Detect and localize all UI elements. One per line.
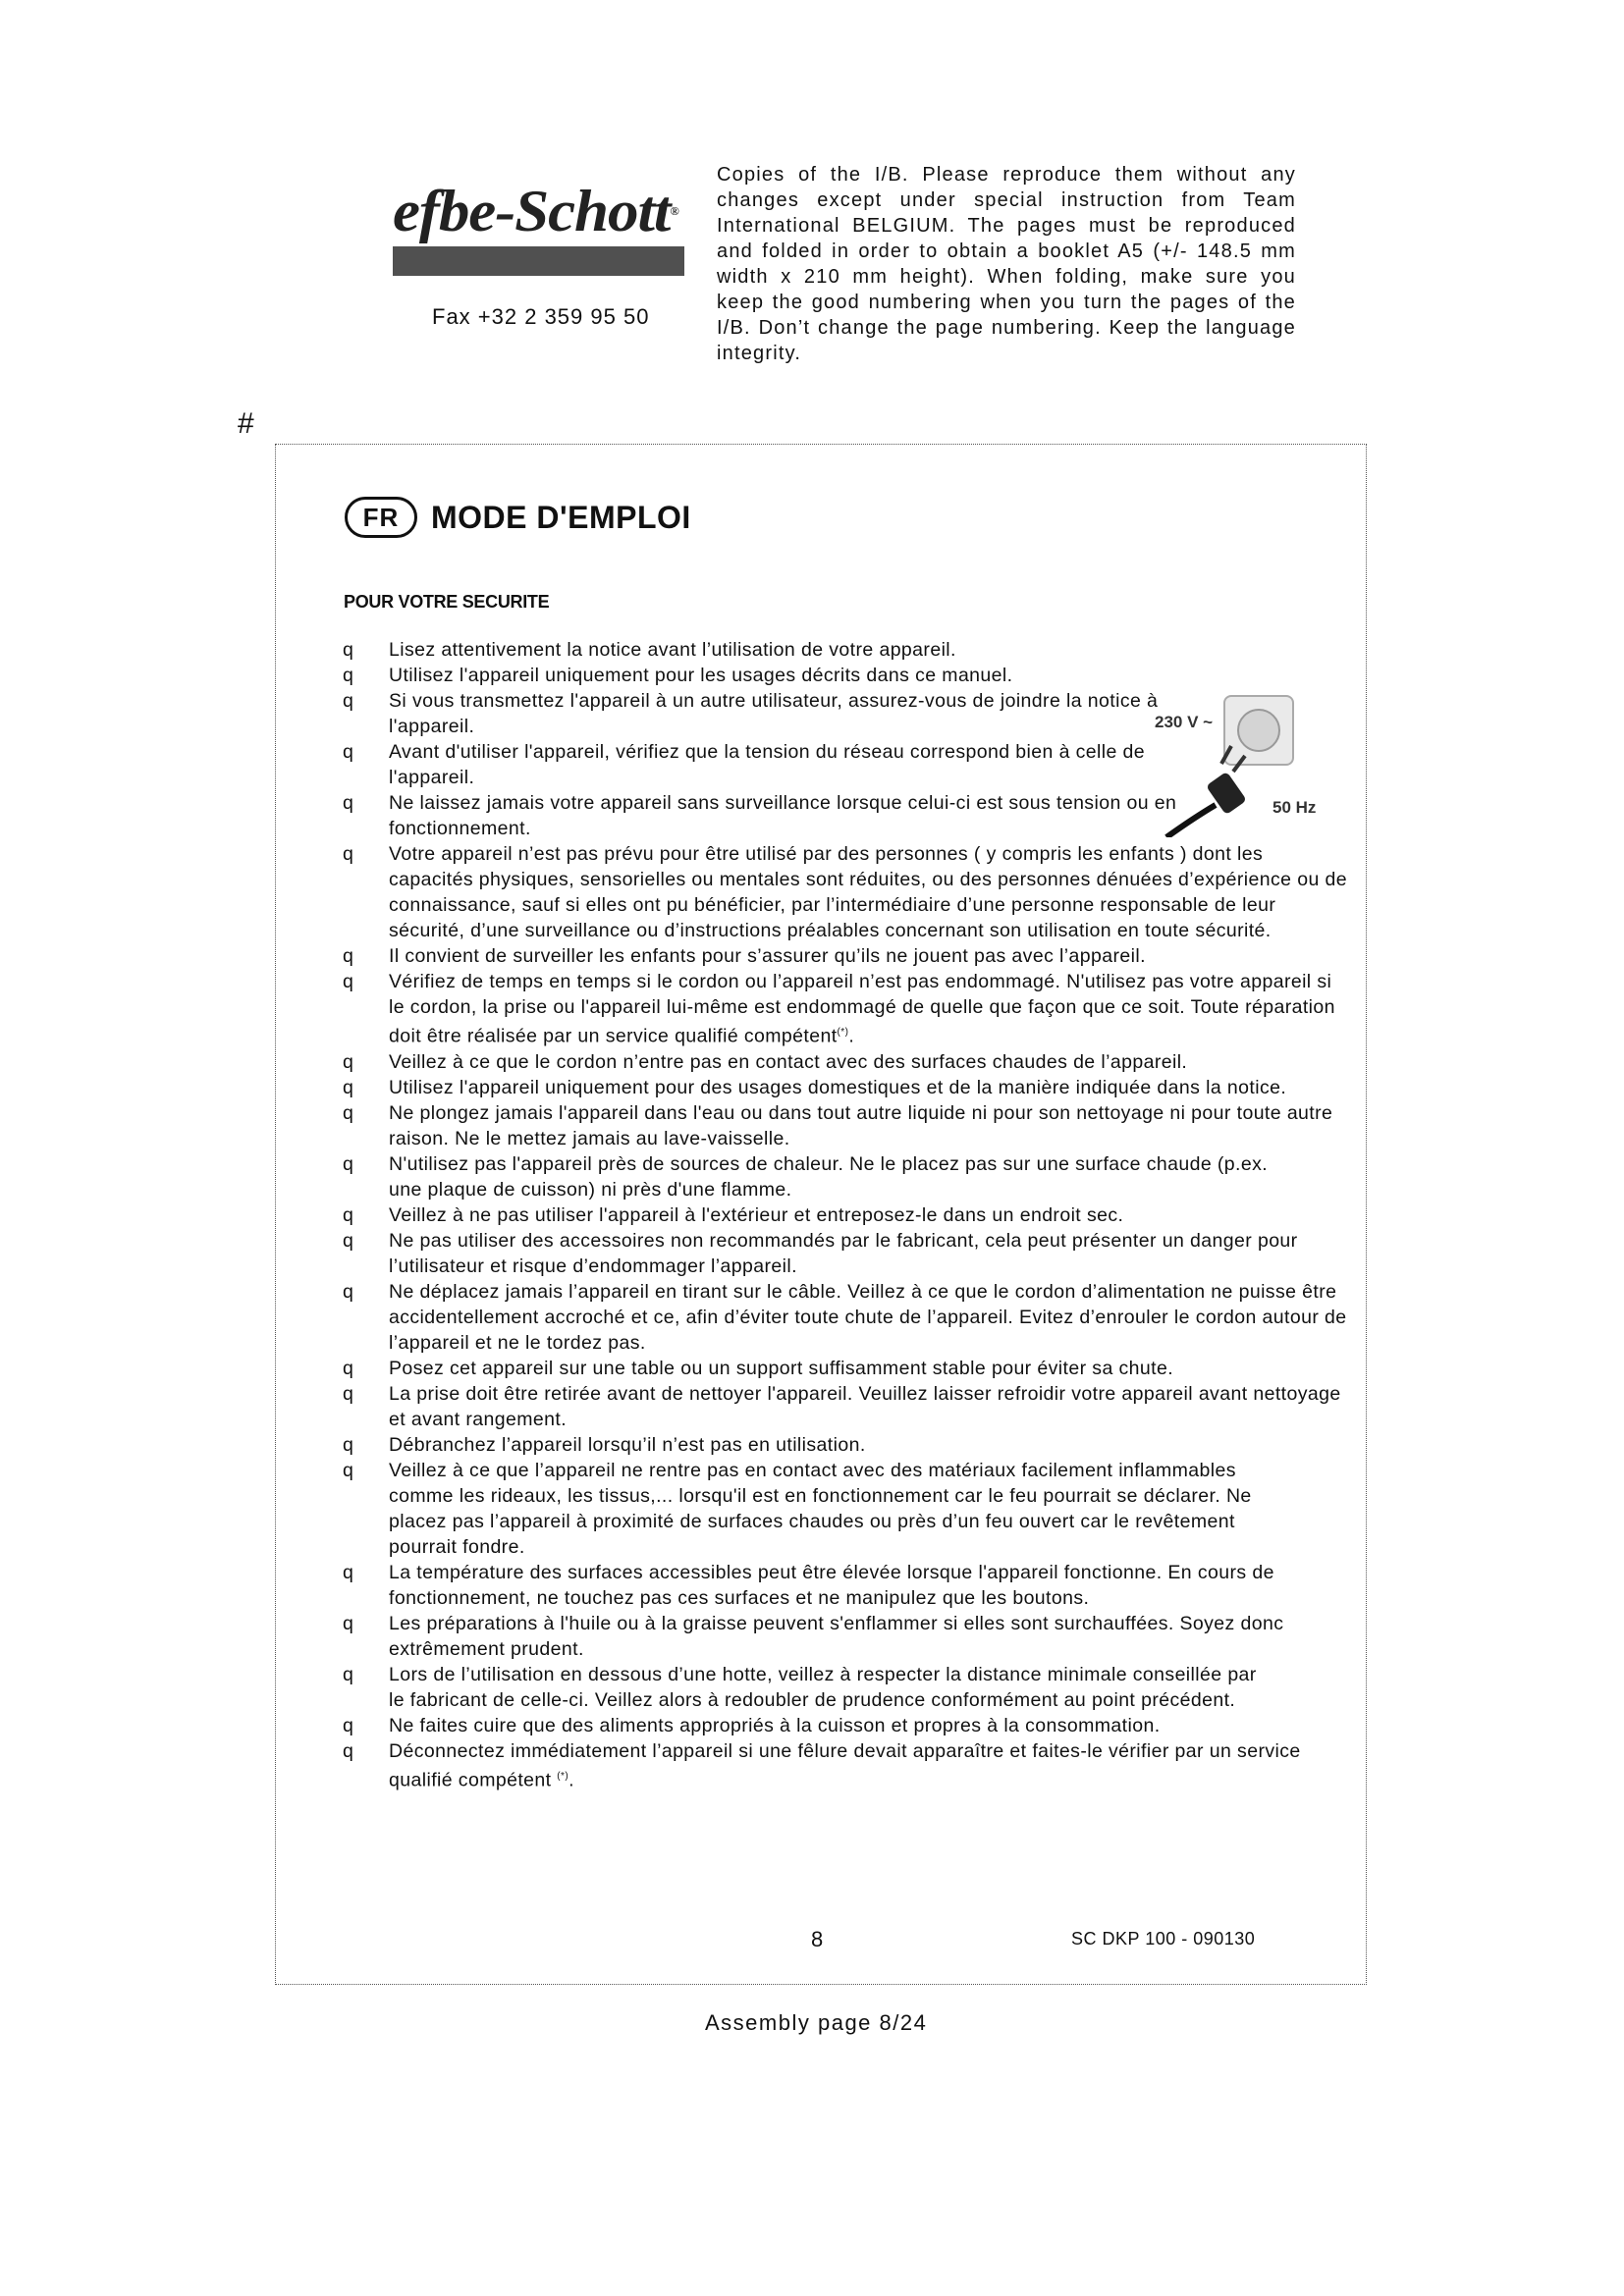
logo-wordmark: efbe-Schott® bbox=[393, 179, 678, 243]
list-item: q Si vous transmettez l'appareil à un autre utilisateur, assurez-vous de joindre la notice à l'appareil. bbox=[343, 690, 1159, 737]
voltage-label: 230 V ~ bbox=[1155, 713, 1214, 731]
list-item: q Avant d'utiliser l'appareil, vérifiez que la tension du réseau correspond bien à celle de l'appareil. bbox=[343, 741, 1146, 788]
list-item: q Utilisez l'appareil uniquement pour les usages décrits dans ce manuel. bbox=[343, 665, 1013, 686]
list-item: q Les préparations à l'huile ou à la graisse peuvent s'enflammer si elles sont surchauffées. Soyez donc extrêmement prudent. bbox=[343, 1612, 1284, 1660]
list-item: q Ne pas utiliser des accessoires non recommandés par le fabricant, cela peut présenter un danger pour l’utilisateur et risque d’endommager l’appareil. bbox=[343, 1229, 1298, 1277]
list-item: q La température des surfaces accessibles peut être élevée lorsque l'appareil fonctionne. En cours de fonctionnement, ne touchez pas ces surfaces et ne manipulez que les boutons. bbox=[343, 1561, 1274, 1609]
list-item: q Posez cet appareil sur une table ou un support suffisamment stable pour éviter sa chute. bbox=[343, 1357, 1174, 1379]
list-item: q Déconnectez immédiatement l’appareil si une fêlure devait apparaître et faites-le vérifier par un service qualifié compétent (*). bbox=[343, 1739, 1301, 1790]
list-item: q Lors de l’utilisation en dessous d’une hotte, veillez à respecter la distance minimale conseillée par le fabricant de celle-ci. Veillez alors à redoubler de prudence conformément au point précédent. bbox=[343, 1663, 1257, 1711]
language-badge: FR bbox=[345, 497, 417, 538]
fax-number: Fax +32 2 359 95 50 bbox=[432, 304, 650, 329]
list-item: q Lisez attentivement la notice avant l’utilisation de votre appareil. bbox=[343, 639, 956, 661]
page-number: 8 bbox=[811, 1927, 824, 1951]
copies-instruction: Copies of the I/B. Please reproduce them without any changes except under special instruction from Team International BELGIUM. The pages must be reproduced and folded in order to obtain a booklet A5 (+/- 148.5 mm width x 210 mm height). When folding, make sure you keep the good numbering when you turn the pages of the I/B. Don’t change the page numbering. Keep the language integrity. bbox=[717, 164, 1296, 364]
section-heading: POUR VOTRE SECURITE bbox=[344, 592, 550, 612]
list-item: q Débranchez l’appareil lorsqu’il n’est pas en utilisation. bbox=[343, 1433, 866, 1456]
list-item: q Ne faites cuire que des aliments appropriés à la cuisson et propres à la consommation. bbox=[343, 1714, 1161, 1736]
brand-logo bbox=[393, 179, 687, 276]
manual-title bbox=[345, 497, 691, 538]
list-item: q Veillez à ne pas utiliser l'appareil à l'extérieur et entreposez-le dans un endroit sec. bbox=[343, 1203, 1124, 1226]
list-item: q Utilisez l'appareil uniquement pour des usages domestiques et de la manière indiquée dans la notice. bbox=[343, 1076, 1287, 1098]
model-code: SC DKP 100 - 090130 bbox=[1071, 1929, 1256, 1949]
logo-bar bbox=[393, 246, 684, 276]
list-item: q Ne déplacez jamais l’appareil en tirant sur le câble. Veillez à ce que le cordon d’alimentation ne puisse être accidentellement accroché et ce, afin d’éviter toute chute de l’appareil. Evitez d’enrouler le cordon autour de l’appareil et ne le tordez pas. bbox=[343, 1280, 1347, 1354]
list-item: q La prise doit être retirée avant de nettoyer l'appareil. Veuillez laisser refroidir votre appareil avant nettoyage et avant rangement. bbox=[343, 1382, 1341, 1430]
page-title: MODE D'EMPLOI bbox=[431, 499, 691, 535]
list-item: q Ne plongez jamais l'appareil dans l'eau ou dans tout autre liquide ni pour son nettoyage ni pour toute autre raison. Ne le mettez jamais au lave-vaisselle. bbox=[343, 1101, 1333, 1149]
list-item: q Veillez à ce que le cordon n’entre pas en contact avec des surfaces chaudes de l’appareil. bbox=[343, 1050, 1188, 1073]
list-item: q Ne laissez jamais votre appareil sans surveillance lorsque celui-ci est sous tension ou en fonctionnement. bbox=[343, 792, 1177, 839]
safety-list bbox=[341, 637, 1578, 1792]
frequency-label: 50 Hz bbox=[1272, 798, 1317, 817]
list-item: q N'utilisez pas l'appareil près de sources de chaleur. Ne le placez pas sur une surface chaude (p.ex. une plaque de cuisson) ni près d'une flamme. bbox=[343, 1152, 1269, 1201]
list-item: q Il convient de surveiller les enfants pour s’assurer qu’ils ne jouent pas avec l’appareil. bbox=[343, 945, 1146, 967]
hash-mark: # bbox=[238, 407, 254, 440]
list-item: q Vérifiez de temps en temps si le cordon ou l’appareil n’est pas endommagé. N'utilisez pas votre appareil si le cordon, la prise ou l'appareil lui-même est endommagé de quelle que façon que ce soit. Toute réparation doit être réalisée par un service qualifié compétent(*). bbox=[343, 971, 1335, 1047]
assembly-page-label: Assembly page 8/24 bbox=[705, 2010, 928, 2035]
list-item: q Votre appareil n’est pas prévu pour être utilisé par des personnes ( y compris les enfants ) dont les capacités physiques, sensorielles ou mentales sont réduites, ou des personnes dénuées d’expérience ou de connaissance, sauf si elles ont pu bénéficier, par l’intermédiaire d’une personne responsable de leur sécurité, d’une surveillance ou d’instructions préalables concernant son utilisation en toute sécurité. bbox=[343, 843, 1348, 941]
list-item: q Veillez à ce que l’appareil ne rentre pas en contact avec des matériaux facilement inflammables comme les rideaux, les tissus,... lorsqu'il est en fonctionnement car le feu pourrait se déclarer. Ne placez pas l’appareil à proximité de surfaces chaudes ou près d’un feu ouvert car le revêtement pourrait fondre. bbox=[343, 1459, 1252, 1558]
manual-page-frame bbox=[275, 444, 1367, 1985]
